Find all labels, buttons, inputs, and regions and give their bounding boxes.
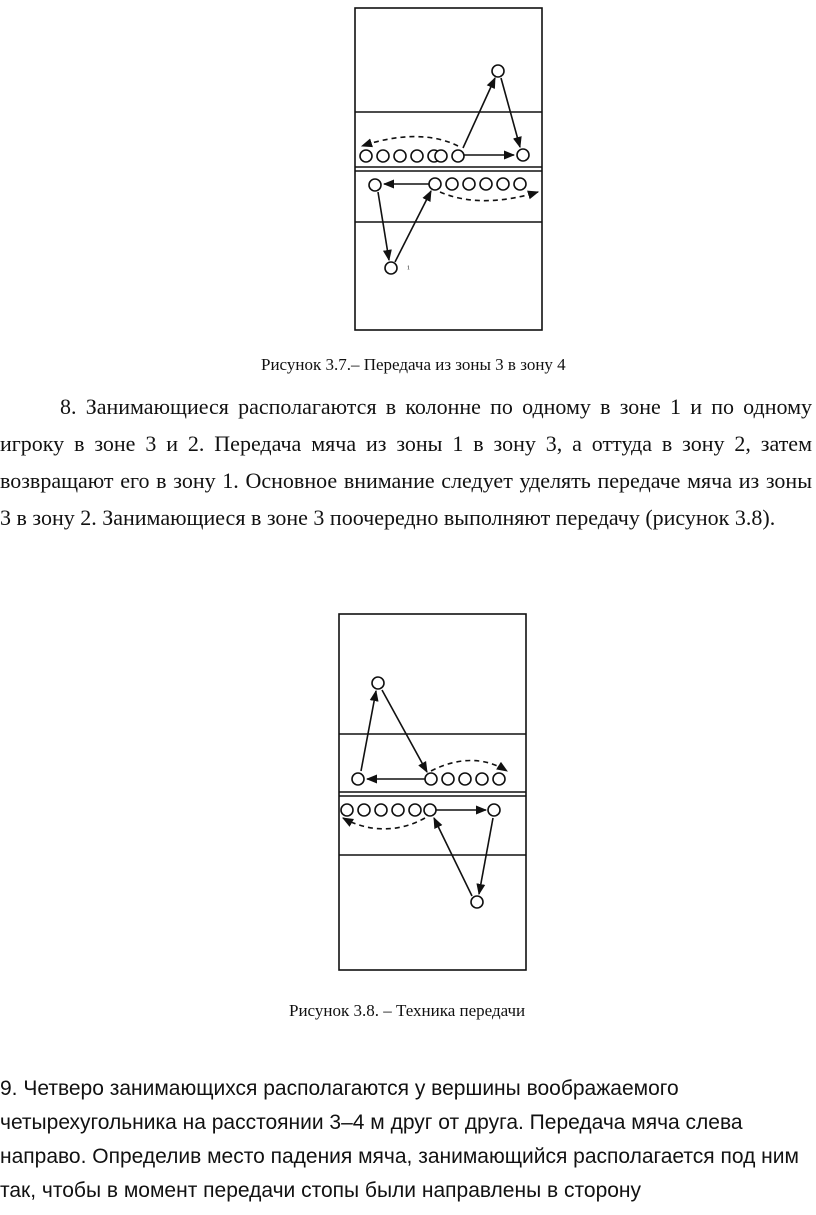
court-3-8 [339, 614, 526, 970]
player-receiver-top [352, 773, 364, 785]
paragraph-9: 9. Четверо занимающихся располагаются у вершины воображаемого четырехугольника на расстоянии 3–4 м друг от друга. Передача мяча слева направо. Определив место падения мяча, занимающийся располагается под ним так, чтобы в момент передачи стопы были направлены в сторону [0, 1077, 799, 1202]
pass-arrows-3-8 [343, 690, 507, 896]
player-receiver-bottom [369, 179, 381, 191]
paragraph-8: 8. Занимающиеся располагаются в колонне по одному в зоне 1 и по одному игроку в зоне 3 и 2. Передача мяча из зоны 1 в зону 3, а оттуда в зону 2, затем возвращают его в зону 1. Основное внимание следует уделять передаче мяча из зоны 3 в зону 2. Занимающиеся в зоне 3 поочередно выполняют передачу (рисунок 3.8). [0, 394, 812, 530]
player-setter-top [492, 65, 504, 77]
player-receiver-top [517, 149, 529, 161]
player-receiver-bottom [488, 804, 500, 816]
figure-3-8-caption: Рисунок 3.8. – Техника передачи [289, 1001, 526, 1020]
players-top-row [360, 65, 529, 162]
players-bottom-row [369, 178, 526, 274]
court-3-7 [355, 8, 542, 330]
stray-mark: ¹ [407, 264, 410, 275]
player-setter-top [372, 677, 384, 689]
court-outline [355, 8, 542, 330]
figure-3-7-caption: Рисунок 3.7.– Передача из зоны 3 в зону 4 [261, 355, 566, 374]
player-setter-bottom [385, 262, 397, 274]
player-setter-bottom [471, 896, 483, 908]
pass-arrows-3-7 [362, 78, 538, 262]
